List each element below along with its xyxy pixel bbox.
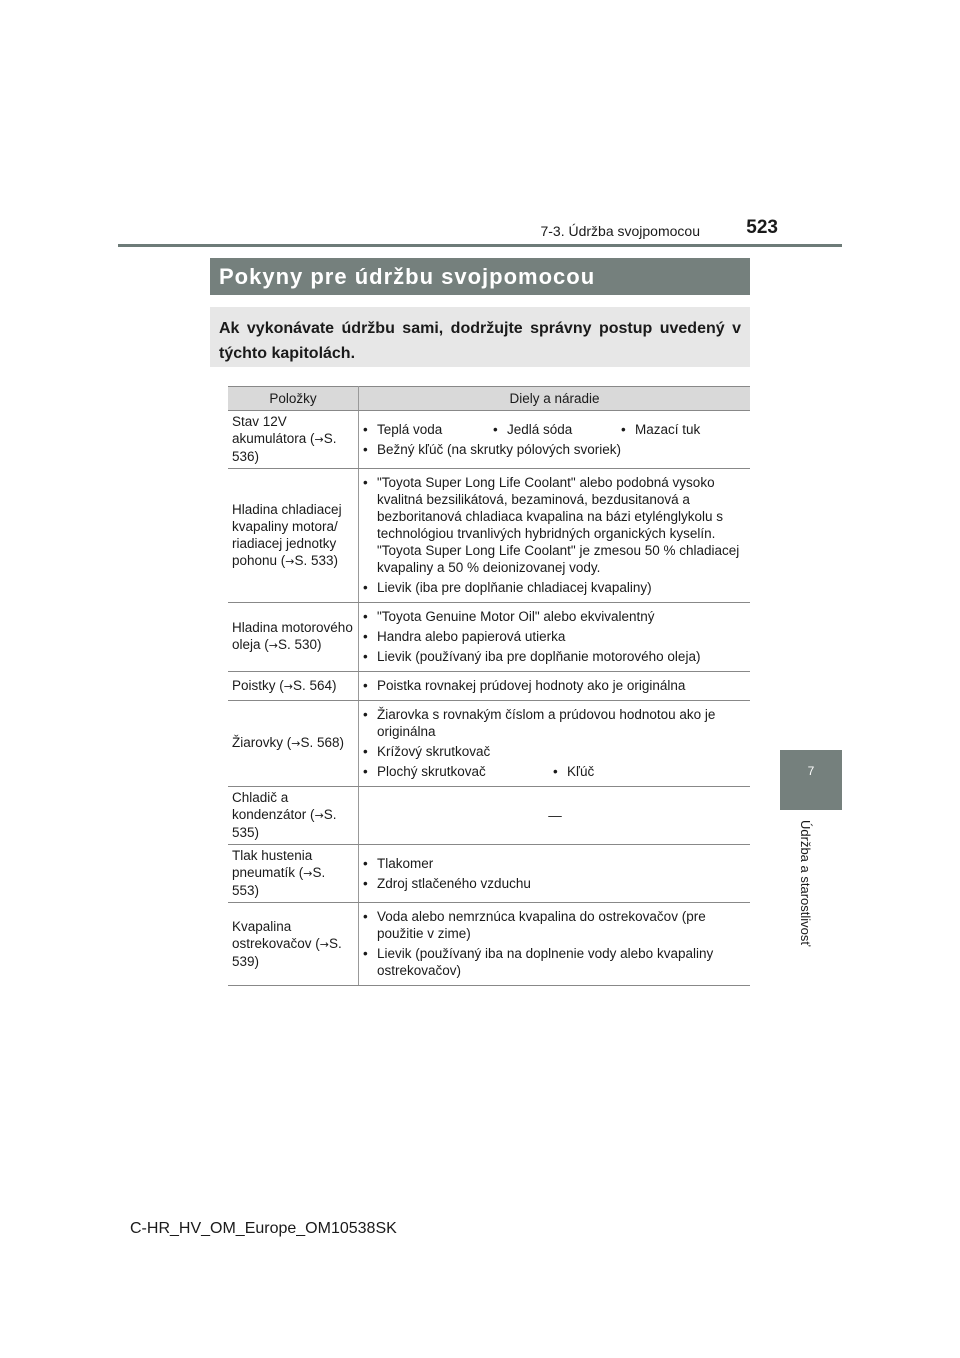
item-label: Stav 12V akumulátora ( bbox=[232, 414, 315, 446]
bullet-icon: • bbox=[363, 855, 368, 871]
bullet-icon: • bbox=[363, 946, 368, 961]
bullet-icon: • bbox=[363, 609, 368, 624]
page-reference-link[interactable]: S. 564) bbox=[292, 677, 337, 693]
list-item bbox=[363, 855, 747, 872]
list-item bbox=[363, 908, 747, 942]
list-item-text: Voda alebo nemrznúca kvapalina do ostrekovačov (pre použitie v zime) bbox=[377, 909, 706, 941]
bullet-icon: • bbox=[363, 764, 368, 779]
bullet-icon: • bbox=[363, 475, 368, 490]
chapter-label: Údržba a starostlivosť bbox=[798, 820, 813, 947]
arrow-right-icon: → bbox=[319, 937, 330, 951]
inline-list bbox=[363, 763, 747, 780]
list-item-text: Bežný kľúč (na skrutky pólových svoriek) bbox=[377, 441, 622, 457]
list-item-text: Mazací tuk bbox=[635, 421, 701, 437]
bullet-icon: • bbox=[363, 678, 368, 693]
parts-cell bbox=[359, 672, 751, 701]
arrow-right-icon: → bbox=[268, 639, 278, 652]
parts-cell bbox=[359, 603, 751, 672]
list-item-text: Teplá voda bbox=[377, 421, 443, 437]
arrow-right-icon: → bbox=[314, 809, 324, 822]
intro-text: Ak vykonávate údržbu sami, dodržujte správny postup uvedený v týchto kapitolách. bbox=[210, 307, 750, 367]
list-item bbox=[553, 763, 594, 780]
item-label: Žiarovky ( bbox=[232, 735, 292, 750]
arrow-right-icon: → bbox=[303, 867, 313, 880]
item-cell bbox=[228, 845, 359, 903]
item-cell bbox=[228, 701, 359, 787]
item-cell bbox=[228, 787, 359, 845]
list-item-text: Lievik (používaný iba pre doplňanie motorového oleja) bbox=[377, 649, 701, 664]
list-item-text: Plochý skrutkovač bbox=[377, 764, 486, 779]
parts-cell bbox=[359, 701, 751, 787]
bullet-icon: • bbox=[363, 875, 368, 891]
bullet-icon: • bbox=[363, 629, 368, 644]
bullet-icon: • bbox=[363, 707, 368, 722]
list-item bbox=[363, 706, 747, 740]
list-item bbox=[363, 628, 747, 645]
item-label: Hladina chladiacej kvapaliny motora/ riadiacej jednotky pohonu ( bbox=[232, 501, 342, 568]
list-item bbox=[621, 421, 741, 438]
page-reference-link[interactable]: S. 533) bbox=[294, 552, 339, 568]
item-cell bbox=[228, 603, 359, 672]
item-label: Kvapalina ostrekovačov ( bbox=[232, 918, 320, 951]
page-title: Pokyny pre údržbu svojpomocou bbox=[210, 258, 750, 295]
list-item-text: Kľúč bbox=[567, 764, 595, 779]
table-row bbox=[228, 603, 750, 672]
bullet-icon: • bbox=[363, 580, 368, 595]
list-item-text: Lievik (používaný iba na doplnenie vody alebo kvapaliny ostrekovačov) bbox=[377, 946, 714, 978]
bullet-icon: • bbox=[621, 421, 626, 437]
list-item bbox=[363, 945, 747, 979]
arrow-right-icon: → bbox=[314, 433, 324, 446]
page-number: 523 bbox=[746, 217, 778, 238]
list-item-text: "Toyota Super Long Life Coolant" alebo podobná vysoko kvalitná bezsilikátová, bezaminová, bezdusitanová a bezboritanová chladiaca kvapalina na bázi etylénglykolu s technológiou trvanlivých hybridných organických kyselín. bbox=[377, 475, 723, 541]
item-cell bbox=[228, 672, 359, 701]
list-item bbox=[363, 474, 747, 542]
list-item bbox=[363, 743, 747, 760]
item-cell bbox=[228, 469, 359, 603]
parts-cell bbox=[359, 469, 751, 603]
bullet-icon: • bbox=[363, 649, 368, 664]
page-reference-link[interactable]: S. 535) bbox=[232, 807, 337, 840]
list-item bbox=[363, 608, 747, 625]
column-header-items: Položky bbox=[228, 387, 359, 411]
list-item bbox=[363, 579, 747, 596]
list-item bbox=[363, 441, 747, 458]
table-row bbox=[228, 845, 750, 903]
bullet-icon: • bbox=[493, 421, 498, 437]
inline-list bbox=[363, 421, 747, 438]
parts-cell bbox=[359, 903, 751, 986]
list-item-text: Lievik (iba pre doplňanie chladiacej kvapaliny) bbox=[377, 580, 652, 595]
parts-cell bbox=[359, 845, 751, 903]
item-cell bbox=[228, 903, 359, 986]
table-row bbox=[228, 701, 750, 787]
bullet-icon: • bbox=[553, 764, 558, 779]
page-reference-link[interactable]: S. 568) bbox=[300, 735, 345, 750]
parts-cell bbox=[359, 411, 751, 469]
bullet-icon: • bbox=[363, 909, 368, 924]
item-label: Chladič a kondenzátor ( bbox=[232, 790, 315, 822]
table-header-row bbox=[228, 387, 750, 411]
list-item bbox=[363, 677, 747, 694]
bullet-icon: • bbox=[363, 441, 368, 457]
list-item bbox=[363, 648, 747, 665]
page-reference-link[interactable]: S. 530) bbox=[278, 637, 322, 652]
coolant-note: "Toyota Super Long Life Coolant" je zmesou 50 % chladiacej kvapaliny a 50 % deionizovanej vody. bbox=[377, 543, 740, 575]
list-item-text: Handra alebo papierová utierka bbox=[377, 629, 566, 644]
list-item-text: "Toyota Genuine Motor Oil" alebo ekvivalentný bbox=[377, 609, 655, 624]
list-item-text: Jedlá sóda bbox=[507, 421, 573, 437]
table-row bbox=[228, 903, 750, 986]
document-id: C-HR_HV_OM_Europe_OM10538SK bbox=[130, 1220, 397, 1237]
item-cell bbox=[228, 411, 359, 469]
item-label: Hladina motorového oleja ( bbox=[232, 620, 353, 652]
list-item-text: Žiarovka s rovnakým číslom a prúdovou hodnotou ako je originálna bbox=[377, 707, 716, 739]
bullet-icon: • bbox=[363, 744, 368, 759]
arrow-right-icon: → bbox=[283, 679, 293, 693]
item-label: Tlak hustenia pneumatík ( bbox=[232, 848, 313, 880]
maintenance-table bbox=[228, 386, 750, 986]
list-item-text: Zdroj stlačeného vzduchu bbox=[377, 875, 531, 891]
header-rule bbox=[118, 244, 842, 247]
list-item bbox=[363, 763, 553, 780]
column-header-parts: Diely a náradie bbox=[359, 387, 751, 411]
arrow-right-icon: → bbox=[285, 554, 295, 568]
list-item bbox=[363, 875, 747, 892]
table-row bbox=[228, 672, 750, 701]
bullet-icon: • bbox=[363, 421, 368, 437]
list-item-text: Tlakomer bbox=[377, 855, 434, 871]
section-title: 7-3. Údržba svojpomocou bbox=[540, 223, 700, 239]
page-reference-link[interactable]: S. 539) bbox=[232, 935, 342, 969]
list-item-text: Poistka rovnakej prúdovej hodnoty ako je originálna bbox=[377, 678, 686, 693]
chapter-tab: 7 bbox=[780, 750, 842, 810]
table-row bbox=[228, 411, 750, 469]
parts-cell bbox=[359, 787, 751, 845]
list-item-text: Krížový skrutkovač bbox=[377, 744, 491, 759]
page-reference-link[interactable]: S. 536) bbox=[232, 431, 337, 464]
table-row bbox=[228, 787, 750, 845]
page-reference-link[interactable]: S. 553) bbox=[232, 865, 326, 898]
arrow-right-icon: → bbox=[291, 737, 301, 750]
empty-dash: — bbox=[548, 807, 562, 823]
item-label: Poistky ( bbox=[232, 677, 284, 693]
table-row bbox=[228, 469, 750, 603]
list-item bbox=[363, 421, 493, 438]
list-item bbox=[493, 421, 621, 438]
